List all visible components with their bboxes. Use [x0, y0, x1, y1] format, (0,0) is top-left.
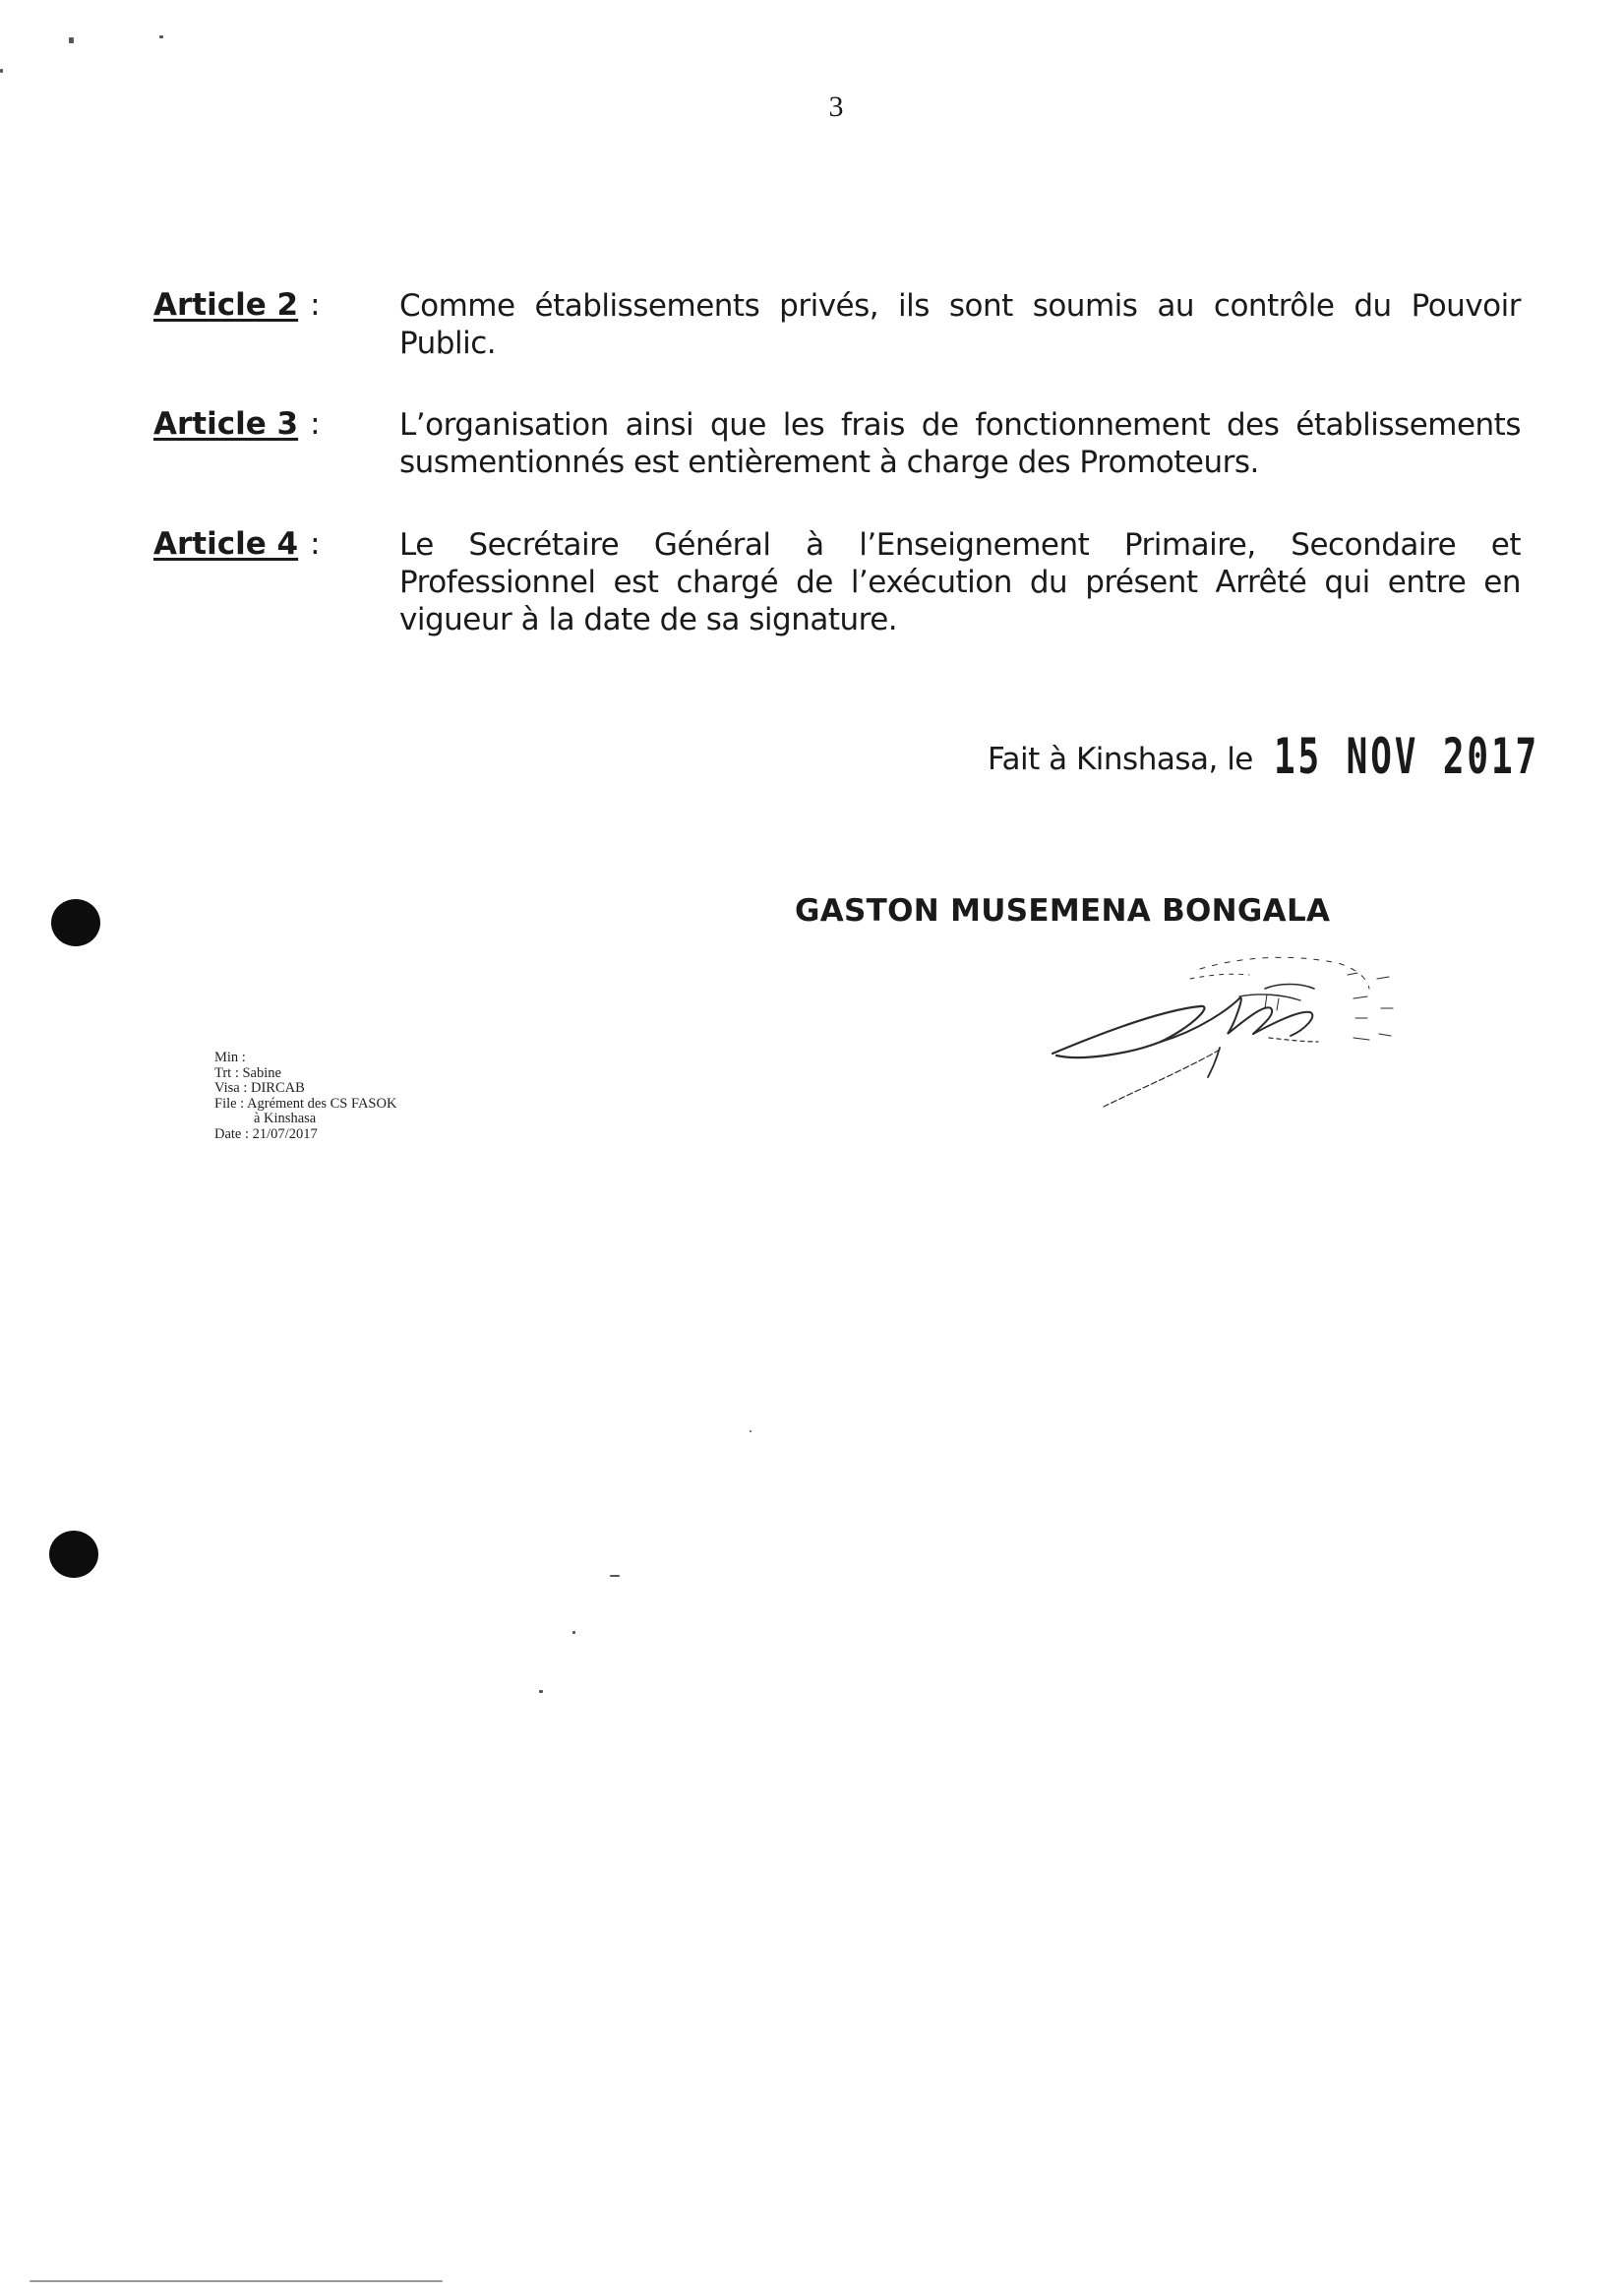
- place-text: Fait à Kinshasa, le: [988, 742, 1253, 777]
- article-text: Le Secrétaire Général à l’Enseignement Primaire, Secondaire et Professionnel est chargé de l’exécution du présent Arrêté qui entre en vigueur à la date de sa signature.: [399, 527, 1521, 637]
- scan-speck: [539, 1690, 543, 1693]
- article-label-colon: :: [310, 406, 321, 442]
- article-label-text: Article 2: [153, 287, 299, 323]
- article-label-text: Article 4: [153, 526, 299, 562]
- place-and-date: [988, 728, 1624, 785]
- scan-speck: [69, 37, 74, 43]
- punch-hole-mark: [51, 899, 100, 946]
- filing-file-continuation: à Kinshasa: [254, 1111, 317, 1126]
- scan-speck: [159, 35, 163, 38]
- handwritten-signature: [1043, 939, 1436, 1136]
- article-text: L’organisation ainsi que les frais de fonctionnement des établissements susmentionnés est entièrement à charge des Promoteurs.: [399, 407, 1521, 480]
- article-label: [153, 406, 321, 442]
- scan-speck: [0, 69, 3, 73]
- filing-visa: Visa : DIRCAB: [214, 1080, 305, 1096]
- scan-speck: [750, 1430, 752, 1432]
- scan-speck: [610, 1575, 620, 1577]
- article-label-text: Article 3: [153, 406, 299, 442]
- filing-note: [214, 1051, 396, 1142]
- scan-speck: [572, 1631, 575, 1634]
- date-stamp: 15 NOV 2017: [1274, 728, 1540, 785]
- filing-file: File : Agrément des CS FASOK: [214, 1095, 397, 1112]
- filing-trt: Trt : Sabine: [214, 1064, 281, 1081]
- filing-date: Date : 21/07/2017: [214, 1125, 318, 1142]
- article-label: [153, 526, 321, 562]
- article-label-colon: :: [310, 526, 321, 562]
- article-label: [153, 287, 321, 323]
- scan-speck: [30, 2280, 443, 2282]
- signatory-name: GASTON MUSEMENA BONGALA: [795, 893, 1331, 929]
- article-text: Comme établissements privés, ils sont soumis au contrôle du Pouvoir Public.: [399, 288, 1521, 361]
- filing-min: Min :: [214, 1050, 246, 1065]
- article-label-colon: :: [310, 287, 321, 323]
- punch-hole-mark: [49, 1531, 98, 1578]
- page-number: 3: [828, 91, 844, 123]
